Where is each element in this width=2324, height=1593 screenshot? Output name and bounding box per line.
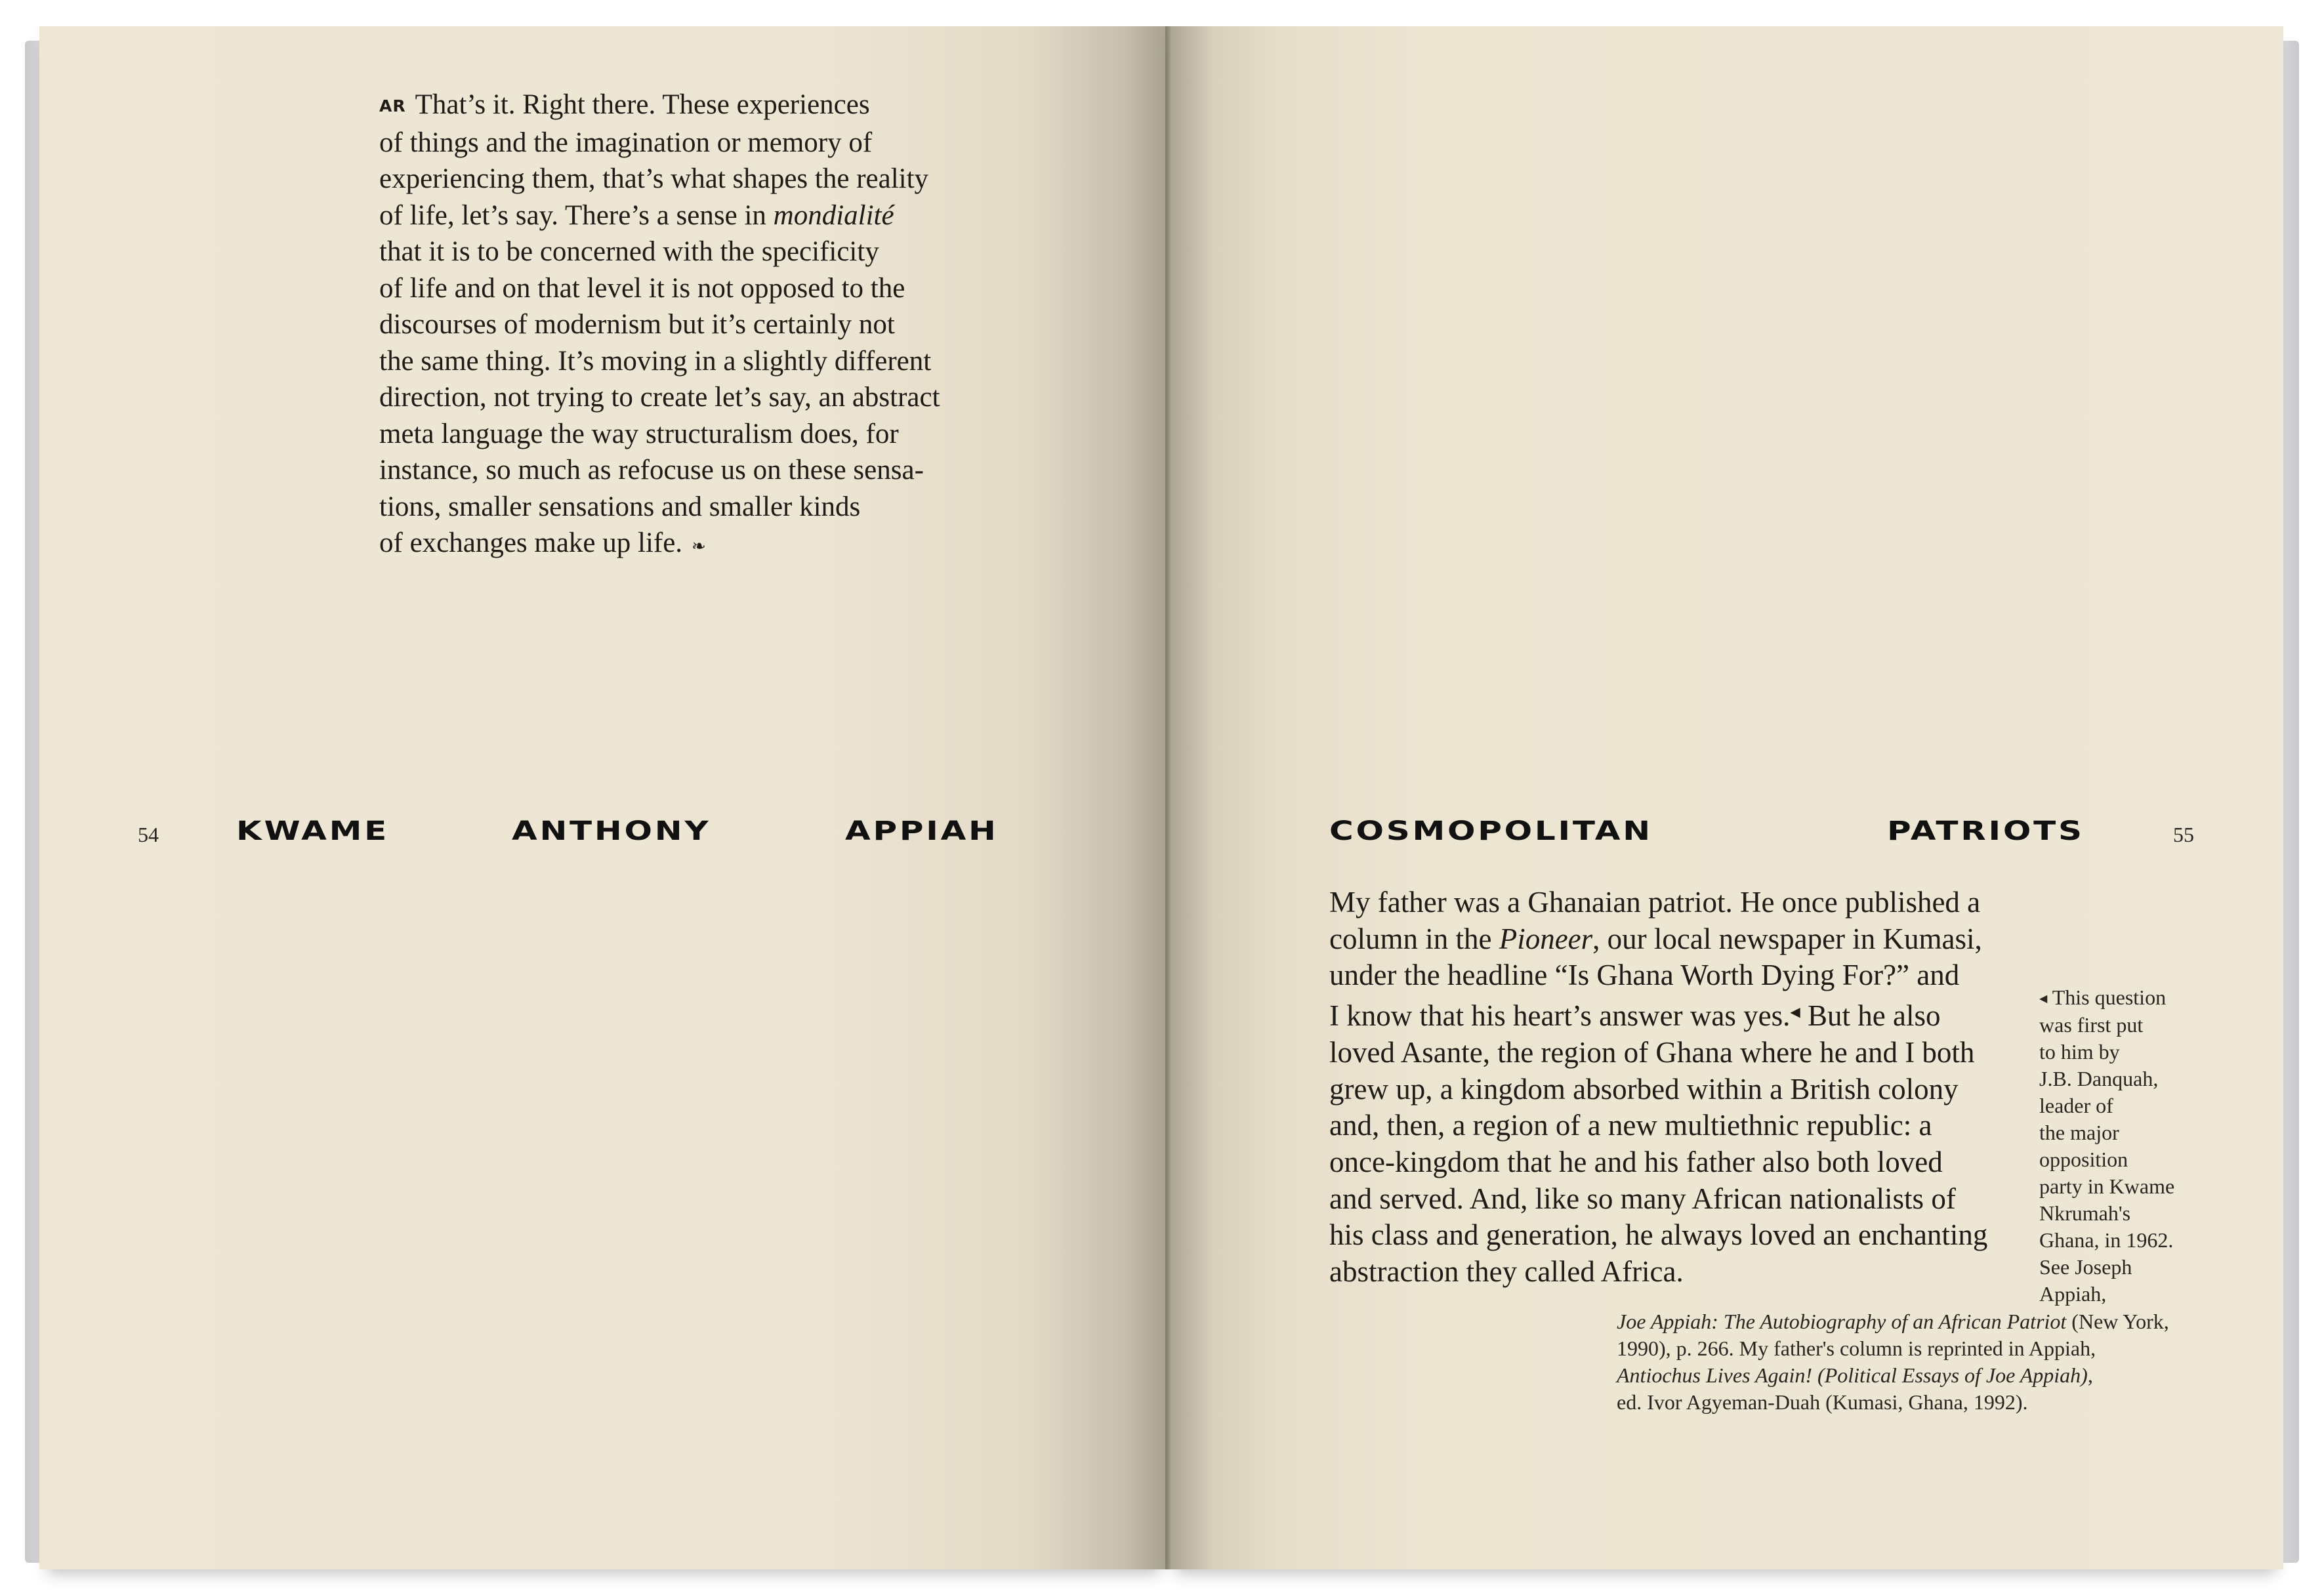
text-line: under the headline “Is Ghana Worth Dying For?” and [1329,959,1960,992]
text-line: discourses of modernism but it’s certainly not [379,309,895,340]
text-line: once-kingdom that he and his father also both loved [1329,1145,1943,1178]
page-number-right: 55 [2173,823,2194,846]
note-line: opposition [2039,1148,2128,1171]
note-line: was first put [2039,1013,2144,1037]
italic-term: mondialité [773,199,894,231]
note-line: See Joseph [2039,1255,2132,1279]
running-head-word: PATRIOTS [1887,816,2085,846]
note-line: leader of [2039,1094,2113,1117]
text-line: meta language the way structuralism does, for [379,418,899,449]
text-line: abstraction they called Africa. [1329,1255,1684,1289]
running-head-word: ANTHONY [512,816,711,846]
interview-answer [379,87,1022,566]
italic-title: Pioneer [1499,922,1593,955]
essay-paragraph [1329,884,2005,1291]
note-line: party in Kwame [2039,1174,2175,1198]
text-line: experiencing them, that’s what shapes the reality [379,163,929,194]
note-line: Joe Appiah: The Autobiography of an African Patriot (New York, [1617,1310,2169,1333]
text-line: instance, so much as refocuse us on these sensa- [379,455,924,486]
note-line: ed. Ivor Agyeman-Duah (Kumasi, Ghana, 1992). [1617,1390,2028,1414]
text-line: his class and generation, he always loved an enchanting [1329,1218,1988,1252]
note-line: Ghana, in 1962. [2039,1228,2174,1252]
italic-title: Joe Appiah: The Autobiography of an African Patriot [1617,1310,2067,1333]
text-line: loved Asante, the region of Ghana where he and I both [1329,1035,1975,1069]
side-note [2039,984,2210,1308]
speaker-tag: AR [379,96,406,115]
text-line: that it is to be concerned with the specificity [379,236,879,267]
text-line: My father was a Ghanaian patriot. He once published a [1329,886,1981,919]
running-head-word: COSMOPOLITAN [1329,816,1653,846]
running-head-word: APPIAH [845,816,999,846]
text-line: of life, let’s say. There’s a sense in mondialité [379,199,894,231]
page-number-left: 54 [138,823,159,846]
note-line: to him by [2039,1040,2120,1064]
text-line: and served. And, like so many African nationalists of [1329,1182,1956,1215]
note-line: Appiah, [2039,1282,2107,1306]
text-line: AR That’s it. Right there. These experiences [379,89,870,120]
note-line: the major [2039,1121,2119,1144]
text-line: of life and on that level it is not opposed to the [379,272,905,304]
text-line: tions, smaller sensations and smaller kinds [379,491,861,522]
book-gutter [1165,26,1171,1569]
note-line: Antiochus Lives Again! (Political Essays of Joe Appiah), [1617,1363,2093,1387]
text-line: direction, not trying to create let’s say, an abstract [379,382,940,413]
text-line: the same thing. It’s moving in a slightly different [379,345,932,377]
note-line: ◀ This question [2039,985,2167,1009]
footnote-marker-icon: ◀ [1790,1004,1800,1020]
note-line: J.B. Danquah, [2039,1067,2159,1090]
text-line: I know that his heart’s answer was yes.◀ But he also [1329,999,1941,1033]
text-line: of exchanges make up life. ❧ [379,528,706,558]
text-line: and, then, a region of a new multiethnic republic: a [1329,1109,1932,1142]
italic-title: Antiochus Lives Again! (Political Essays of Joe Appiah) [1617,1363,2088,1387]
end-mark-icon: ❧ [692,537,706,556]
note-line: Nkrumah's [2039,1201,2131,1225]
footnote-marker-icon: ◀ [2039,992,2048,1004]
running-head-word: KWAME [236,816,390,846]
note-line: 1990), p. 266. My father's column is reprinted in Appiah, [1617,1336,2096,1360]
text-line: grew up, a kingdom absorbed within a British colony [1329,1072,1959,1106]
footnote-citation [1617,1308,2207,1416]
text-line: column in the Pioneer, our local newspaper in Kumasi, [1329,922,1982,955]
text-line: of things and the imagination or memory of [379,127,873,158]
